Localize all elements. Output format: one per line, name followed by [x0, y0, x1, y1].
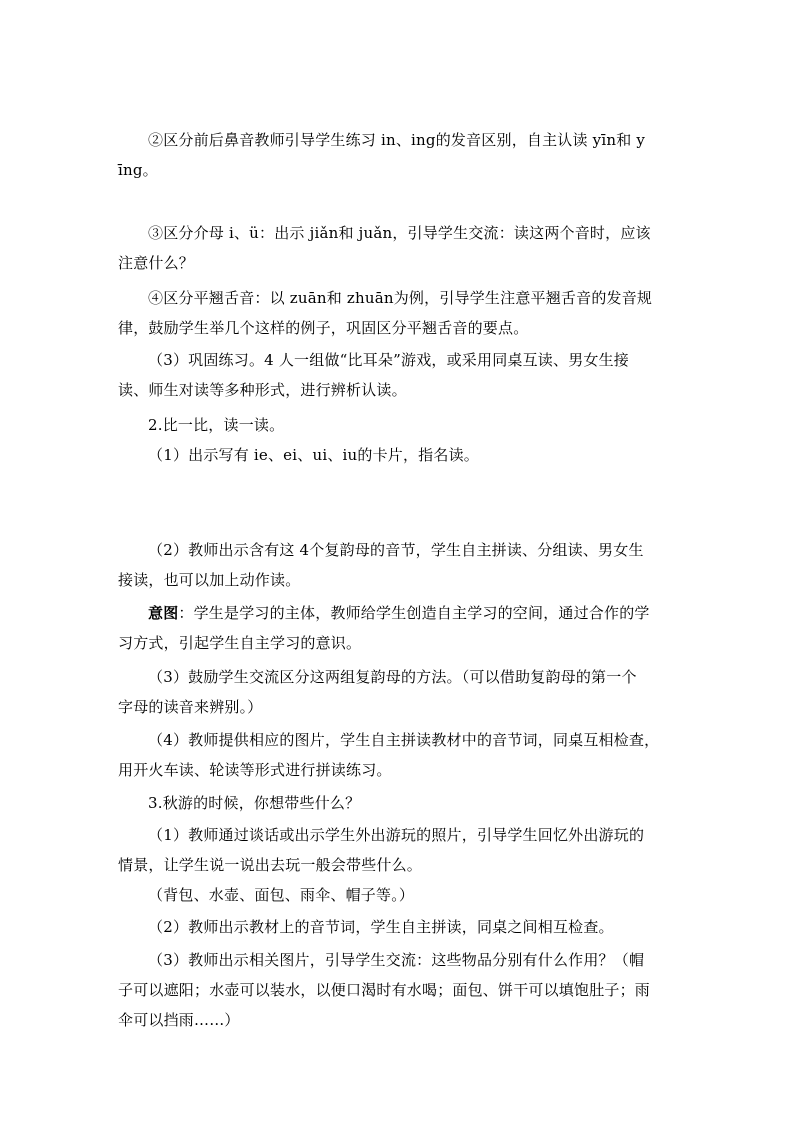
text-line: 接读，也可以加上动作读。 [118, 571, 301, 589]
paragraph-syllables [118, 535, 680, 595]
text-line: （3）鼓励学生交流区分这两组复韵母的方法。（可以借助复韵母的第一个 [148, 668, 637, 686]
intent-label: 意图 [148, 604, 179, 622]
paragraph-nasal-sounds [118, 125, 680, 185]
paragraph-medial-vowels [118, 218, 680, 278]
paragraph-cards [118, 440, 680, 470]
text-line: （2）教师出示教材上的音节词，学生自主拼读，同桌之间相互检查。 [148, 918, 614, 936]
intent-text: ：学生是学习的主体，教师给学生创造自主学习的空间，通过合作的学 [178, 604, 650, 622]
text-line: 字母的读音来辨别。） [118, 698, 263, 716]
text-line: ②区分前后鼻音教师引导学生练习 in、ing的发音区别，自主认读 yīn和 y [148, 131, 646, 149]
paragraph-practice [118, 345, 680, 405]
text-line: 情景，让学生说一说出去玩一般会带些什么。 [118, 856, 423, 874]
section-heading-compare [118, 410, 680, 440]
paragraph-item-uses [118, 945, 680, 1035]
text-line: 注意什么？ [118, 254, 195, 272]
text-line: （3）教师出示相关图片，引导学生交流：这些物品分别有什么作用？（帽 [148, 951, 645, 969]
text-line: （1）教师通过谈话或出示学生外出游玩的照片，引导学生回忆外出游玩的 [148, 826, 645, 844]
text-line: （背包、水壶、面包、雨伞、帽子等。） [148, 886, 415, 904]
paragraph-pictures [118, 725, 680, 785]
text-line: 读、师生对读等多种形式，进行辨析认读。 [118, 381, 407, 399]
text-line: 律，鼓励学生举几个这样的例子，巩固区分平翘舌音的要点。 [118, 319, 529, 337]
text-line: 伞可以挡雨……） [118, 1011, 240, 1029]
text-line: ③区分介母 i、ü：出示 jiǎn和 juǎn，引导学生交流：读这两个音时，应该 [148, 224, 651, 242]
text-line: （3）巩固练习。4 人一组做“比耳朵”游戏，或采用同桌互读、男女生接 [148, 351, 629, 369]
text-line: 子可以遮阳；水壶可以装水，以便口渴时有水喝；面包、饼干可以填饱肚子；雨 [118, 981, 651, 999]
text-line: 3.秋游的时候，你想带些什么？ [148, 794, 361, 812]
paragraph-retroflex-sounds [118, 283, 680, 343]
text-line: 用开火车读、轮读等形式进行拼读练习。 [118, 761, 392, 779]
text-line: 习方式，引起学生自主学习的意识。 [118, 634, 362, 652]
text-line: 2.比一比，读一读。 [148, 416, 285, 434]
text-line: （1）出示写有 ie、ei、ui、iu的卡片，指名读。 [148, 446, 479, 464]
paragraph-distinguish [118, 662, 680, 722]
text-line [118, 598, 680, 628]
paragraph-syllable-words [118, 912, 680, 942]
section-heading-autumn-trip [118, 788, 680, 818]
text-line: （2）教师出示含有这 4个复韵母的音节，学生自主拼读、分组读、男女生 [148, 541, 644, 559]
text-line: ④区分平翘舌音：以 zuān和 zhuān为例，引导学生注意平翘舌音的发音规 [148, 289, 653, 307]
paragraph-photos [118, 820, 680, 880]
paragraph-items-list [118, 880, 680, 910]
paragraph-intent [118, 598, 680, 658]
text-line: īng。 [118, 161, 158, 179]
text-line: （4）教师提供相应的图片，学生自主拼读教材中的音节词，同桌互相检查， [148, 731, 660, 749]
